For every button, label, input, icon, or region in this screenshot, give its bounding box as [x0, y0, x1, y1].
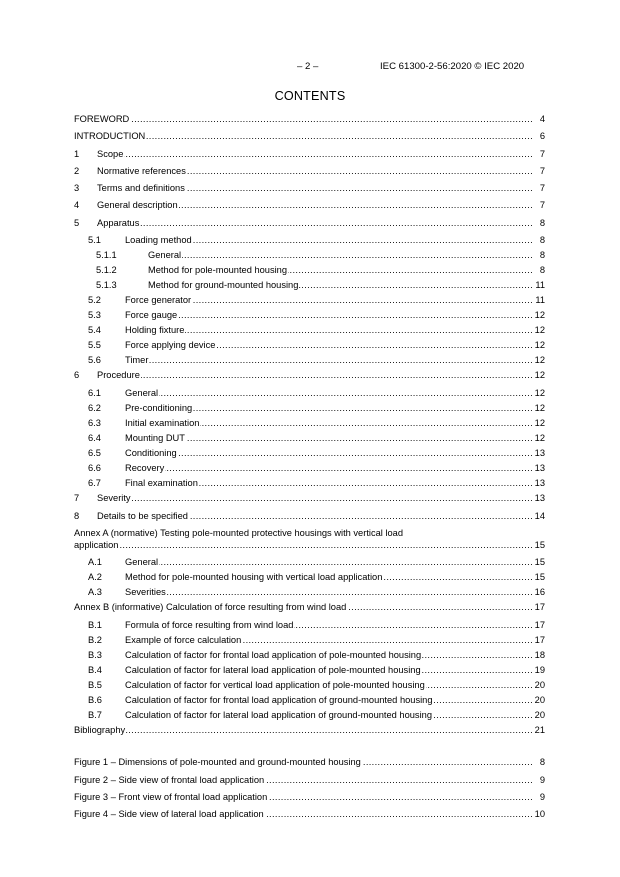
toc-entry-number: 5 [74, 218, 80, 228]
toc-entry-title: Scope [97, 149, 124, 159]
toc-entry[interactable] [74, 724, 545, 737]
toc-entry-page: 8 [539, 218, 545, 228]
toc-entry-title: General [148, 250, 182, 260]
toc-entry-title: application [74, 540, 119, 550]
toc-entry-number: 8 [74, 511, 80, 521]
toc-entry[interactable] [74, 619, 545, 632]
toc-entry-page: 20 [534, 695, 545, 705]
toc-leader-dots [74, 539, 533, 552]
toc-entry[interactable] [74, 791, 545, 804]
toc-entry[interactable] [74, 387, 545, 400]
toc-entry-page: 17 [534, 602, 545, 612]
toc-entry-page: 20 [534, 710, 545, 720]
toc-entry-page: 15 [534, 572, 545, 582]
page-number: – 2 – [297, 61, 319, 72]
toc-entry-number: B.3 [88, 650, 102, 660]
toc-entry-title: Method for ground-mounted housing [148, 280, 299, 290]
toc-leader-dots [148, 249, 533, 262]
toc-entry-number: A.2 [88, 572, 102, 582]
annex-a-title-line: Annex A (normative) Testing pole-mounted protective housings with vertical load [74, 528, 404, 538]
toc-entry-title: Holding fixture [125, 325, 185, 335]
toc-entry-page: 17 [534, 620, 545, 630]
toc-leader-dots [125, 586, 533, 599]
toc-entry-title: Calculation of factor for frontal load application of ground-mounted housing [125, 695, 433, 705]
toc-entry[interactable] [74, 309, 545, 322]
toc-entry[interactable] [74, 664, 545, 677]
toc-entry-number: 5.5 [88, 340, 101, 350]
toc-entry-page: 12 [534, 370, 545, 380]
toc-entry-number: B.7 [88, 710, 102, 720]
toc-entry-page: 16 [534, 587, 545, 597]
toc-entry-title: Force applying device [125, 340, 216, 350]
toc-entry-title: Bibliography [74, 725, 126, 735]
toc-entry-page: 7 [539, 200, 545, 210]
toc-entry-number: 6.1 [88, 388, 101, 398]
toc-leader-dots [125, 354, 533, 367]
toc-entry-page: 15 [534, 557, 545, 567]
toc-entry-title: Calculation of factor for frontal load application of pole-mounted housing [125, 650, 422, 660]
toc-entry[interactable] [74, 432, 545, 445]
toc-leader-dots [125, 462, 533, 475]
toc-entry-number: B.4 [88, 665, 102, 675]
toc-entry-number: 5.3 [88, 310, 101, 320]
toc-entry-page: 12 [534, 340, 545, 350]
toc-entry-title: Procedure [97, 370, 140, 380]
toc-leader-dots [97, 369, 533, 382]
toc-entry-page: 12 [534, 388, 545, 398]
toc-entry-number: 1 [74, 149, 80, 159]
toc-entry-title: Details to be specified [97, 511, 188, 521]
toc-entry-page: 8 [539, 250, 545, 260]
toc-entry-page: 12 [534, 325, 545, 335]
toc-entry[interactable] [74, 510, 545, 523]
toc-entry[interactable] [74, 294, 545, 307]
toc-entry-number: 5.1.2 [96, 265, 117, 275]
toc-entry[interactable] [74, 217, 545, 230]
toc-entry-title: Figure 1 – Dimensions of pole-mounted and ground-mounted housing [74, 757, 361, 767]
toc-entry-title: Figure 2 – Side view of frontal load application [74, 775, 265, 785]
toc-entry-page: 11 [535, 295, 545, 305]
toc-entry[interactable] [74, 279, 545, 292]
toc-entry-number: 4 [74, 200, 80, 210]
toc-entry-page: 7 [539, 149, 545, 159]
standard-reference: IEC 61300-2-56:2020 © IEC 2020 [380, 61, 525, 72]
toc-entry-title: Final examination [125, 478, 198, 488]
toc-entry[interactable] [74, 234, 545, 247]
toc-entry-page: 12 [534, 433, 545, 443]
toc-entry-title: Severity [97, 493, 131, 503]
toc-entry-title: Example of force calculation [125, 635, 242, 645]
toc-entry-title: FOREWORD [74, 114, 130, 124]
toc-entry-title: Force gauge [125, 310, 178, 320]
toc-entry-title: Calculation of factor for vertical load application of pole-mounted housing [125, 680, 425, 690]
toc-entry[interactable] [74, 477, 545, 490]
toc-leader-dots [125, 324, 533, 337]
toc-entry-number: 5.4 [88, 325, 101, 335]
toc-entry-number: 7 [74, 493, 80, 503]
toc-entry[interactable] [74, 339, 545, 352]
contents-title: CONTENTS [274, 89, 346, 103]
toc-entry-title: Recovery [125, 463, 165, 473]
toc-entry-page: 10 [534, 809, 545, 819]
toc-entry-page: 7 [539, 166, 545, 176]
toc-entry[interactable] [74, 694, 545, 707]
toc-entry-page: 6 [539, 131, 545, 141]
toc-entry[interactable] [74, 808, 545, 821]
toc-entry[interactable] [74, 249, 545, 262]
toc-leader-dots [97, 217, 533, 230]
toc-entry-title: Apparatus [97, 218, 140, 228]
toc-entry[interactable] [74, 199, 545, 212]
toc-leader-dots [97, 148, 533, 161]
toc-entry[interactable] [74, 402, 545, 415]
toc-leader-dots [74, 724, 533, 737]
toc-entry-number: 5.2 [88, 295, 101, 305]
toc-entry-page: 8 [539, 757, 545, 767]
toc-entry[interactable] [74, 774, 545, 787]
toc-leader-dots [125, 387, 533, 400]
toc-entry-number: 5.6 [88, 355, 101, 365]
toc-entry-page: 14 [534, 511, 545, 521]
toc-entry[interactable] [74, 462, 545, 475]
toc-entry-number: B.6 [88, 695, 102, 705]
toc-entry-page: 20 [534, 680, 545, 690]
toc-entry[interactable] [74, 539, 545, 552]
toc-entry-number: A.3 [88, 587, 102, 597]
toc-entry-title: Annex B (informative) Calculation of force resulting from wind load [74, 602, 347, 612]
toc-entry-page: 4 [539, 114, 545, 124]
toc-entry-number: 6 [74, 370, 80, 380]
toc-entry-page: 17 [534, 635, 545, 645]
toc-entry[interactable] [74, 649, 545, 662]
toc-entry[interactable] [74, 571, 545, 584]
toc-leader-dots [125, 447, 533, 460]
toc-entry[interactable] [74, 165, 545, 178]
toc-entry-page: 13 [534, 493, 545, 503]
toc-entry-page: 8 [539, 265, 545, 275]
toc-entry[interactable] [74, 556, 545, 569]
toc-entry-title: Figure 3 – Front view of frontal load application [74, 792, 268, 802]
toc-entry-title: Calculation of factor for lateral load application of ground-mounted housing [125, 710, 432, 720]
toc-entry[interactable] [74, 264, 545, 277]
toc-entry[interactable] [74, 601, 545, 614]
toc-entry-page: 13 [534, 463, 545, 473]
toc-entry-number: B.5 [88, 680, 102, 690]
toc-entry-title: General description [97, 200, 178, 210]
toc-entry[interactable] [74, 679, 545, 692]
toc-entry[interactable] [74, 369, 545, 382]
toc-entry-number: B.2 [88, 635, 102, 645]
toc-entry-title: Severities [125, 587, 166, 597]
toc-entry-title: Normative references [97, 166, 186, 176]
toc-entry-page: 11 [535, 280, 545, 290]
toc-entry-number: 6.6 [88, 463, 101, 473]
toc-entry-page: 18 [534, 650, 545, 660]
toc-entry-title: Force generator [125, 295, 192, 305]
toc-entry-number: 6.2 [88, 403, 101, 413]
toc-entry-page: 12 [534, 418, 545, 428]
toc-entry-title: Method for pole-mounted housing [148, 265, 288, 275]
toc-leader-dots [74, 113, 533, 126]
toc-entry-page: 21 [534, 725, 545, 735]
toc-entry[interactable] [74, 492, 545, 505]
toc-entry-page: 15 [534, 540, 545, 550]
toc-entry-title: Calculation of factor for lateral load application of pole-mounted housing [125, 665, 421, 675]
toc-leader-dots [125, 556, 533, 569]
toc-entry-number: 2 [74, 166, 80, 176]
toc-leader-dots [125, 309, 533, 322]
toc-entry[interactable] [74, 182, 545, 195]
toc-entry-page: 12 [534, 403, 545, 413]
toc-leader-dots [97, 492, 533, 505]
toc-entry[interactable] [74, 417, 545, 430]
toc-entry-page: 19 [534, 665, 545, 675]
toc-entry-title: General [125, 557, 159, 567]
toc-entry-number: 6.5 [88, 448, 101, 458]
toc-entry-title: Conditioning [125, 448, 177, 458]
toc-leader-dots [125, 432, 533, 445]
toc-entry-number: B.1 [88, 620, 102, 630]
toc-entry-page: 13 [534, 478, 545, 488]
toc-entry-number: 6.3 [88, 418, 101, 428]
toc-entry-title: Mounting DUT [125, 433, 185, 443]
toc-entry-title: Timer [125, 355, 149, 365]
toc-entry-page: 9 [539, 792, 545, 802]
toc-entry-page: 7 [539, 183, 545, 193]
toc-entry[interactable] [74, 447, 545, 460]
toc-entry-title: Initial examination [125, 418, 200, 428]
toc-entry[interactable] [74, 709, 545, 722]
toc-entry-title: Loading method [125, 235, 192, 245]
toc-entry-number: A.1 [88, 557, 102, 567]
toc-entry-number: 6.4 [88, 433, 101, 443]
toc-entry-number: 6.7 [88, 478, 101, 488]
toc-entry-title: Terms and definitions [97, 183, 185, 193]
toc-entry[interactable] [74, 634, 545, 647]
toc-entry[interactable] [74, 148, 545, 161]
toc-entry-number: 3 [74, 183, 80, 193]
toc-entry-title: General [125, 388, 159, 398]
toc-entry-title: Formula of force resulting from wind load [125, 620, 294, 630]
toc-entry-page: 12 [534, 310, 545, 320]
toc-entry[interactable] [74, 354, 545, 367]
toc-entry-number: 5.1.3 [96, 280, 117, 290]
toc-entry-number: 5.1 [88, 235, 101, 245]
toc-entry-page: 9 [539, 775, 545, 785]
toc-entry[interactable] [74, 756, 545, 769]
toc-entry[interactable] [74, 130, 545, 143]
toc-entry-number: 5.1.1 [96, 250, 117, 260]
toc-entry[interactable] [74, 586, 545, 599]
toc-entry-page: 13 [534, 448, 545, 458]
toc-entry[interactable] [74, 324, 545, 337]
toc-entry-title: Figure 4 – Side view of lateral load application [74, 809, 264, 819]
toc-entry-title: Method for pole-mounted housing with vertical load application [125, 572, 383, 582]
toc-entry-page: 12 [534, 355, 545, 365]
toc-entry-title: Pre-conditioning [125, 403, 193, 413]
toc-entry[interactable] [74, 113, 545, 126]
toc-entry-page: 8 [539, 235, 545, 245]
toc-entry-title: INTRODUCTION [74, 131, 146, 141]
